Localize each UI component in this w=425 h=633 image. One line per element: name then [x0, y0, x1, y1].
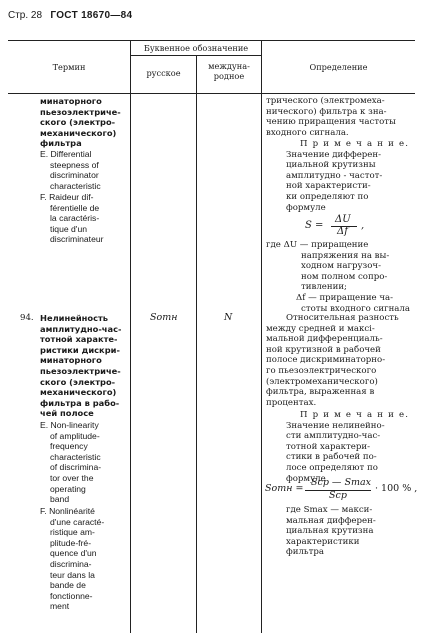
- note-2: П р и м е ч а н и е. Значение нелинейно- сти амплитудно-час- тотной характери- стики в рабочей по- лосе определяют по формуле: [286, 410, 410, 484]
- term-94-number: 94.: [20, 313, 34, 323]
- col-rule-2: [196, 55, 197, 633]
- where-2: где Smax — макси- мальная дифферен- циальная крутизна характеристики фильтра: [286, 505, 376, 558]
- term-column-header: Термин: [52, 62, 86, 72]
- standard-code: ГОСТ 18670—84: [50, 10, 133, 21]
- col-rule-1: [130, 40, 131, 633]
- symbol-russian: Sотн: [150, 312, 178, 323]
- header-bottom-rule: [8, 93, 415, 94]
- designation-column-header: Буквенное обозначение: [143, 43, 249, 53]
- term-94-french: F. Nonlinéarité d'une caracté- ristique am- plitude-fré- quence d'un discrimina- teur dans la bande de fonctionne- ment: [40, 506, 105, 612]
- international-column-header: междуна- родное: [208, 61, 250, 81]
- page-label: Стр. 28: [8, 10, 43, 21]
- document-page: Стр. 28 ГОСТ 18670—84 Термин Буквенное обозначение русское междуна- родное Определение минаторного пьезоэлектриче- ского (электро- механического) фильтра E. Differential steepness of discriminator characteristic F. Raideur dif- férentielle de la caractéris- tique d'un discriminateur трического (электромеха- нического) фильтра к зна- чению приращения частоты входного сигнала. П р и м е ч а н и е. Значение дифферен- циальной крутизны амплитудно - частот- ной характеристи- ки определяют по формуле S = ΔU Δf , где ΔU — приращение напряжения на вы- ходном нагрузоч- ном полном сопро- тивлении; Δf — приращение ча- стоты входного сигнала 94. Нелинейность амплитудно-час- тотной характе- ристики дискри- минаторного пьезоэлектриче- ского (электро- механического) фильтра в рабо- чей полосе E. Non-linearity of amplitude- frequency characteristic of discrimina- tor over the operating band F. Nonlinéarité d'une caracté- ristique am- plitude-fré- quence d'un discrimina- teur dans la bande de fonctionne- ment Sотн N Относительная разность между средней и максі- мальной дифференциаль- ной крутизной в рабочей полосе дискриминаторно- го пьезоэлектрического (электромеханического) фильтра, выраженная в процентах. П р и м е ч а н и е. Значение нелинейно- сти амплитудно-час- тотной характери- стики в рабочей по- лосе определяют по формуле Sотн = Sср — Smax Sср · 100 % , где Smax — макси- мальная дифферен- циальная крутизна характеристики фильтра: [0, 0, 425, 633]
- term-english-continuation: E. Differential steepness of discriminator characteristic: [40, 149, 101, 191]
- definition-column-header: Определение: [309, 62, 368, 72]
- term-continuation: минаторного пьезоэлектриче- ского (электро- механического) фильтра: [40, 96, 121, 149]
- col-rule-3: [261, 40, 262, 633]
- definition-94: Относительная разность между средней и максі- мальной дифференциаль- ной крутизной в рабочей полосе дискриминаторно- го пьезоэлектрического (электромеханического) фильтра, выраженная в процентах.: [266, 313, 399, 408]
- russian-column-header: русское: [146, 68, 181, 78]
- term-94-english: E. Non-linearity of amplitude- frequency characteristic of discrimina- tor over the operating band: [40, 420, 102, 505]
- page-header: [8, 10, 132, 21]
- note-1: П р и м е ч а н и е. Значение дифферен- циальной крутизны амплитудно - частот- ной характеристи- ки определяют по формуле: [286, 139, 410, 213]
- table-top-rule: [8, 40, 415, 41]
- symbol-international: N: [224, 312, 233, 323]
- where-1: где ΔU — приращение напряжения на вы- ходном нагрузоч- ном полном сопро- тивлении; Δf — приращение ча- стоты входного сигнала: [266, 240, 411, 314]
- term-94-title: Нелинейность амплитудно-час- тотной характе- ристики дискри- минаторного пьезоэлектриче- ского (электро- механического) фильтра в рабо- чей полосе: [40, 313, 122, 419]
- term-french-continuation: F. Raideur dif- férentielle de la caractéris- tique d'un discriminateur: [40, 192, 104, 245]
- definition-continuation: трического (электромеха- нического) фильтра к зна- чению приращения частоты входного сигнала.: [266, 96, 396, 138]
